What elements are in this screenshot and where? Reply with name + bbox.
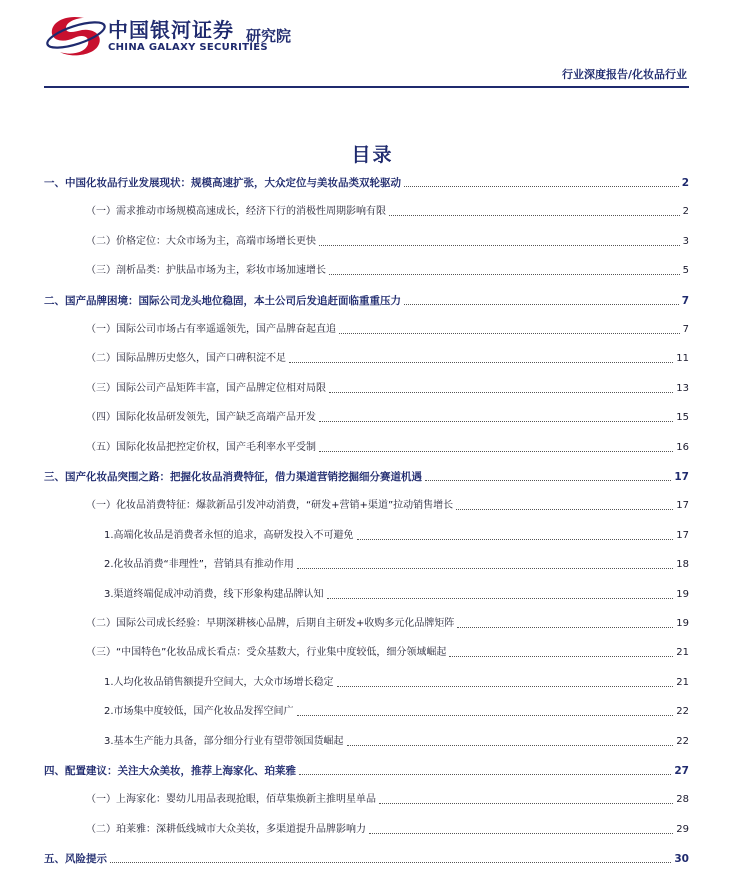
toc-entry[interactable] [44,229,689,249]
toc-entry-title: 二、国产品牌困境：国际公司龙头地位稳固，本土公司后发追赶面临重重压力 [44,295,401,307]
toc-entry-title: 2.市场集中度较低，国产化妆品发挥空间广 [104,706,294,717]
toc-entry[interactable] [44,376,689,396]
toc-entry-title: （三）“中国特色”化妆品成长看点：受众基数大，行业集中度较低，细分领域崛起 [86,647,447,658]
toc-entry-title: （一）上海家化：婴幼儿用品表现抢眼，佰草集焕新主推明星单品 [86,794,376,805]
galaxy-logo-icon [44,12,108,58]
toc-entry[interactable] [44,258,689,278]
toc-entry-title: 三、国产化妆品突围之路：把握化妆品消费特征，借力渠道营销挖掘细分赛道机遇 [44,471,422,483]
toc-leader-dots [357,539,674,540]
toc-leader-dots [347,745,674,746]
toc-entry[interactable] [44,670,689,690]
toc-entry-title: 一、中国化妆品行业发展现状：规模高速扩张，大众定位与美妆品类双轮驱动 [44,177,401,189]
toc-entry[interactable] [44,552,689,572]
toc-entry[interactable] [44,846,689,866]
toc-page-number: 30 [674,853,689,865]
toc-entry-title: 1.高端化妆品是消费者永恒的追求，高研发投入不可避免 [104,530,354,541]
brand-name-cn: 中国银河证券 [108,18,234,42]
toc-page-number: 7 [682,324,689,335]
toc-entry[interactable] [44,787,689,807]
toc-page-number: 2 [682,206,689,217]
toc-page-number: 19 [676,589,689,600]
toc-entry[interactable] [44,640,689,660]
toc-entry-title: 五、风险提示 [44,853,107,865]
toc-entry-title: （五）国际化妆品把控定价权，国产毛利率水平受制 [86,442,316,453]
toc-entry[interactable] [44,582,689,602]
toc-entry[interactable] [44,346,689,366]
toc-leader-dots [404,186,679,187]
toc-page-number: 19 [676,618,689,629]
toc-entry-title: （四）国际化妆品研发领先，国产缺乏高端产品开发 [86,412,316,423]
header-divider [44,86,689,88]
toc-entry-title: （二）国际品牌历史悠久，国产口碑积淀不足 [86,353,286,364]
toc-leader-dots [404,304,679,305]
toc-leader-dots [337,686,674,687]
toc-entry-title: （二）价格定位：大众市场为主，高端市场增长更快 [86,236,316,247]
toc-leader-dots [110,862,671,863]
institute-label: 研究院 [246,27,292,45]
toc-page-number: 15 [676,412,689,423]
toc-page-number: 21 [676,677,689,688]
toc-leader-dots [369,833,673,834]
toc-page-number: 2 [681,177,689,189]
toc-page-number: 17 [676,530,689,541]
toc-page-number: 16 [676,442,689,453]
toc-entry-title: （一）国际公司市场占有率遥遥领先，国产品牌奋起直追 [86,324,336,335]
toc-leader-dots [456,509,673,510]
toc-entry-title: 3.基本生产能力具备，部分细分行业有望带领国货崛起 [104,736,344,747]
toc-entry[interactable] [44,464,689,484]
toc-page-number: 7 [681,295,689,307]
toc-entry[interactable] [44,288,689,308]
toc-leader-dots [329,274,680,275]
toc-leader-dots [449,656,673,657]
toc-entry[interactable] [44,611,689,631]
toc-leader-dots [319,421,673,422]
toc-leader-dots [389,215,680,216]
toc-entry[interactable] [44,405,689,425]
toc-page-number: 28 [676,794,689,805]
toc-page-number: 11 [676,353,689,364]
toc-page-number: 17 [676,500,689,511]
toc-leader-dots [319,245,680,246]
toc-page-number: 18 [676,559,689,570]
toc-entry[interactable] [44,817,689,837]
toc-page-number: 29 [676,824,689,835]
toc-entry-title: 四、配置建议：关注大众美妆，推荐上海家化、珀莱雅 [44,765,296,777]
report-type: 行业深度报告/化妆品行业 [561,68,687,81]
toc-entry[interactable] [44,170,689,190]
toc-entry[interactable] [44,199,689,219]
toc-entry[interactable] [44,317,689,337]
toc-leader-dots [297,568,673,569]
toc-leader-dots [289,362,673,363]
toc-leader-dots [297,715,674,716]
brand-name-en: CHINA GALAXY SECURITIES [108,42,268,53]
toc-leader-dots [299,774,671,775]
toc-page-number: 22 [676,736,689,747]
toc-leader-dots [457,627,673,628]
toc-entry-title: （三）国际公司产品矩阵丰富，国产品牌定位相对局限 [86,383,326,394]
toc-title: 目录 [351,144,394,166]
toc-page-number: 21 [676,647,689,658]
toc-entry[interactable] [44,758,689,778]
toc-entry-title: 3.渠道终端促成冲动消费，线下形象构建品牌认知 [104,589,324,600]
toc-entry[interactable] [44,729,689,749]
toc-entry-title: 1.人均化妆品销售额提升空间大，大众市场增长稳定 [104,677,334,688]
toc-leader-dots [319,451,673,452]
toc-entry-title: （一）化妆品消费特征：爆款新品引发冲动消费，“研发+营销+渠道”拉动销售增长 [86,500,454,511]
toc-entry[interactable] [44,523,689,543]
toc-entry-title: （一）需求推动市场规模高速成长，经济下行的消极性周期影响有限 [86,206,386,217]
toc-entry-title: （二）国际公司成长经验：早期深耕核心品牌，后期自主研发+收购多元化品牌矩阵 [86,618,455,629]
toc-page-number: 17 [674,471,689,483]
toc-leader-dots [339,333,680,334]
toc-page-number: 5 [682,265,689,276]
toc-page-number: 27 [674,765,689,777]
toc-leader-dots [425,480,671,481]
toc-page-number: 3 [682,236,689,247]
toc-leader-dots [327,598,674,599]
toc-leader-dots [379,803,673,804]
toc-entry[interactable] [44,435,689,455]
toc-entry[interactable] [44,493,689,513]
toc-leader-dots [329,392,673,393]
toc-entry-title: （二）珀莱雅：深耕低线城市大众美妆，多渠道提升品牌影响力 [86,824,366,835]
toc-entry-title: （三）剖析品类：护肤品市场为主，彩妆市场加速增长 [86,265,326,276]
toc-entry-title: 2.化妆品消费“非理性”，营销具有推动作用 [104,559,294,570]
toc-page-number: 13 [676,383,689,394]
toc-entry[interactable] [44,699,689,719]
toc-page-number: 22 [676,706,689,717]
